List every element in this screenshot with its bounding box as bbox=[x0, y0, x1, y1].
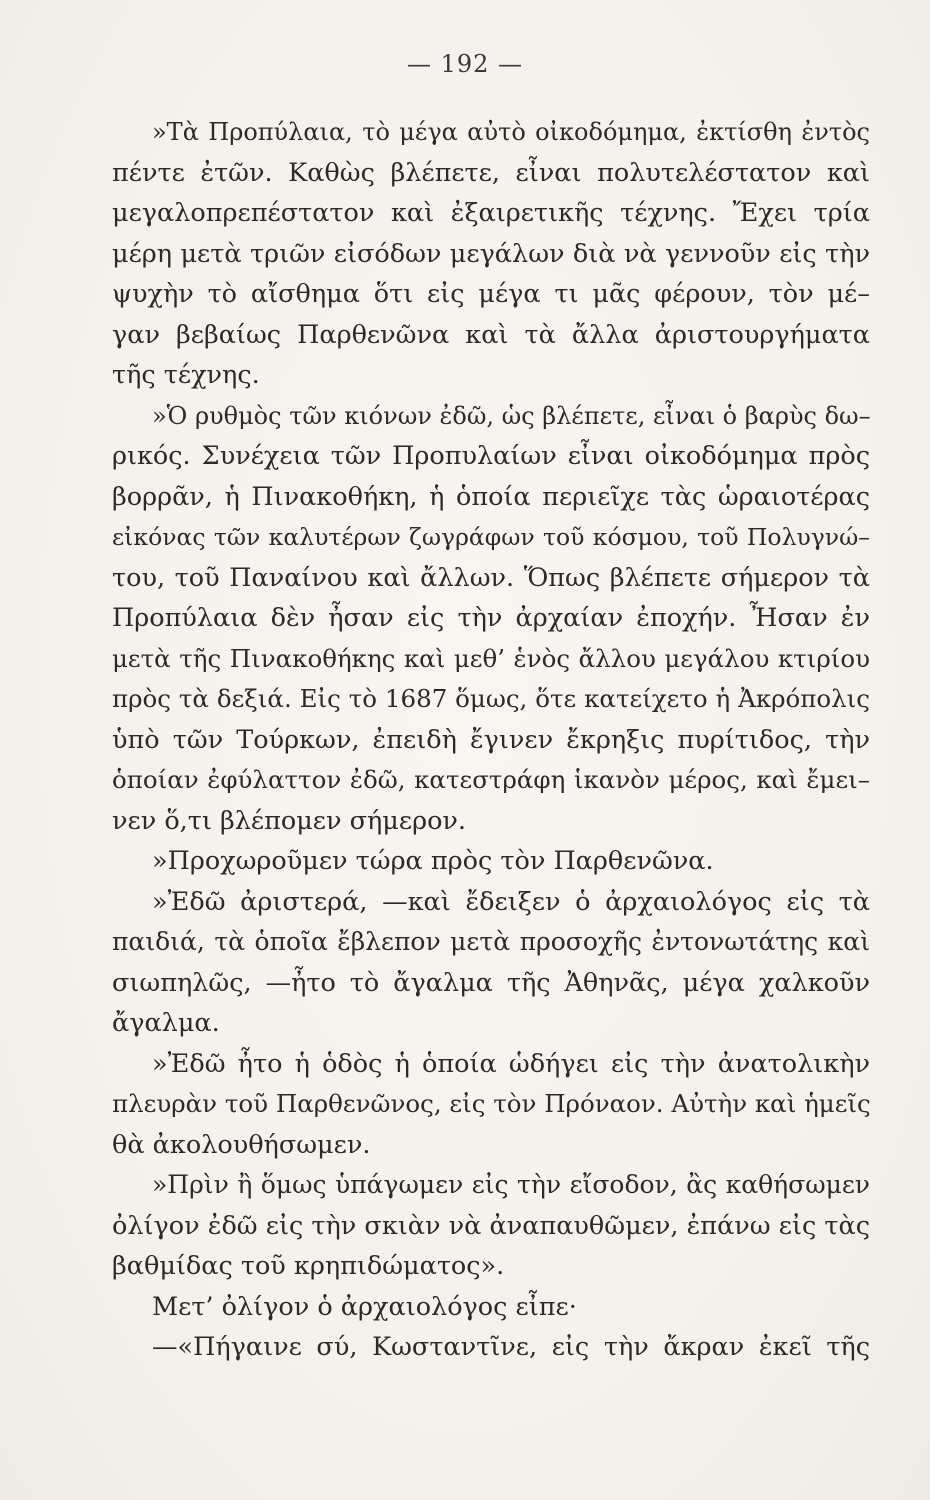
text-line: μετὰ τῆς Πινακοθήκης καὶ μεθ’ ἑνὸς ἄλλου μεγάλου κτιρίου bbox=[112, 643, 870, 673]
text-line: γαν βεβαίως Παρθενῶνα καὶ τὰ ἄλλα ἀριστουργήματα bbox=[112, 319, 870, 350]
text-line: »Ἐδῶ ἦτο ἡ ὁδὸς ἡ ὁποία ὡδήγει εἰς τὴν ἀνατολικὴν bbox=[152, 1048, 870, 1079]
text-line: παιδιά, τὰ ὁποῖα ἔβλεπον μετὰ προσοχῆς ἐντονωτάτης καὶ bbox=[112, 927, 870, 956]
text-line: του, τοῦ Παναίνου καὶ ἄλλων. Ὅπως βλέπετε σήμερον τὰ bbox=[112, 562, 870, 593]
text-line: θὰ ἀκολουθήσωμεν. bbox=[112, 1129, 371, 1160]
text-line: νεν ὅ,τι βλέπομεν σήμερον. bbox=[112, 805, 467, 836]
text-line: Προπύλαια δὲν ἦσαν εἰς τὴν ἀρχαίαν ἐποχήν. Ἦσαν ἐν bbox=[112, 603, 870, 633]
text-line: —«Πήγαινε σύ, Κωσταντῖνε, εἰς τὴν ἄκραν ἐκεῖ τῆς bbox=[152, 1332, 870, 1362]
text-line: τῆς τέχνης. bbox=[112, 360, 260, 390]
text-line: »Ὁ ρυθμὸς τῶν κιόνων ἐδῶ, ὡς βλέπετε, εἶναι ὁ βαρὺς δω– bbox=[152, 401, 871, 430]
text-line: μεγαλοπρεπέστατον καὶ ἐξαιρετικῆς τέχνης. Ἔχει τρία bbox=[112, 198, 870, 228]
text-line: ὑπὸ τῶν Τούρκων, ἐπειδὴ ἔγινεν ἔκρηξις πυρίτιδος, τὴν bbox=[112, 724, 870, 755]
text-line: ρικός. Συνέχεια τῶν Προπυλαίων εἶναι οἰκοδόμημα πρὸς bbox=[112, 441, 870, 471]
text-line: πλευρὰν τοῦ Παρθενῶνος, εἰς τὸν Πρόναον. Αὐτὴν καὶ ἡμεῖς bbox=[112, 1089, 871, 1118]
text-line: μέρη μετὰ τριῶν εἰσόδων μεγάλων διὰ νὰ γεννοῦν εἰς τὴν bbox=[112, 238, 870, 269]
page-number: — 192 — bbox=[406, 50, 524, 78]
text-line: ὀλίγον ἐδῶ εἰς τὴν σκιὰν νὰ ἀναπαυθῶμεν, ἐπάνω εἰς τὰς bbox=[112, 1210, 870, 1241]
text-line: ἄγαλμα. bbox=[112, 1008, 220, 1038]
text-line: ὁποίαν ἐφύλαττον ἐδῶ, κατεστράφη ἱκανὸν μέρος, καὶ ἔμει– bbox=[112, 765, 870, 794]
text-line: βαθμίδας τοῦ κρηπιδώματος». bbox=[112, 1251, 505, 1281]
text-line: ψυχὴν τὸ αἴσθημα ὅτι εἰς μέγα τι μᾶς φέρουν, τὸν μέ– bbox=[112, 279, 870, 309]
text-line: »Ἐδῶ ἀριστερά, —καὶ ἔδειξεν ὁ ἀρχαιολόγος εἰς τὰ bbox=[152, 886, 870, 917]
text-line: »Πρὶν ἢ ὅμως ὑπάγωμεν εἰς τὴν εἴσοδον, ἂς καθήσωμεν bbox=[152, 1170, 870, 1199]
text-line: πέντε ἐτῶν. Καθὼς βλέπετε, εἶναι πολυτελέστατον καὶ bbox=[112, 157, 870, 188]
text-line: Μετ’ ὀλίγον ὁ ἀρχαιολόγος εἶπε· bbox=[152, 1291, 577, 1322]
text-line: »Τὰ Προπύλαια, τὸ μέγα αὐτὸ οἰκοδόμημα, ἐκτίσθη ἐντὸς bbox=[152, 118, 870, 146]
text-line: βορρᾶν, ἡ Πινακοθήκη, ἡ ὁποία περιεῖχε τὰς ὡραιοτέρας bbox=[112, 481, 870, 512]
text-line: πρὸς τὰ δεξιά. Εἰς τὸ 1687 ὅμως, ὅτε κατείχετο ἡ Ἀκρόπολις bbox=[112, 684, 870, 713]
text-line: σιωπηλῶς, —ἦτο τὸ ἄγαλμα τῆς Ἀθηνᾶς, μέγα χαλκοῦν bbox=[112, 967, 870, 998]
text-line: »Προχωροῦμεν τώρα πρὸς τὸν Παρθενῶνα. bbox=[152, 846, 714, 876]
text-line: εἰκόνας τῶν καλυτέρων ζωγράφων τοῦ κόσμου, τοῦ Πολυγνώ– bbox=[112, 523, 870, 551]
